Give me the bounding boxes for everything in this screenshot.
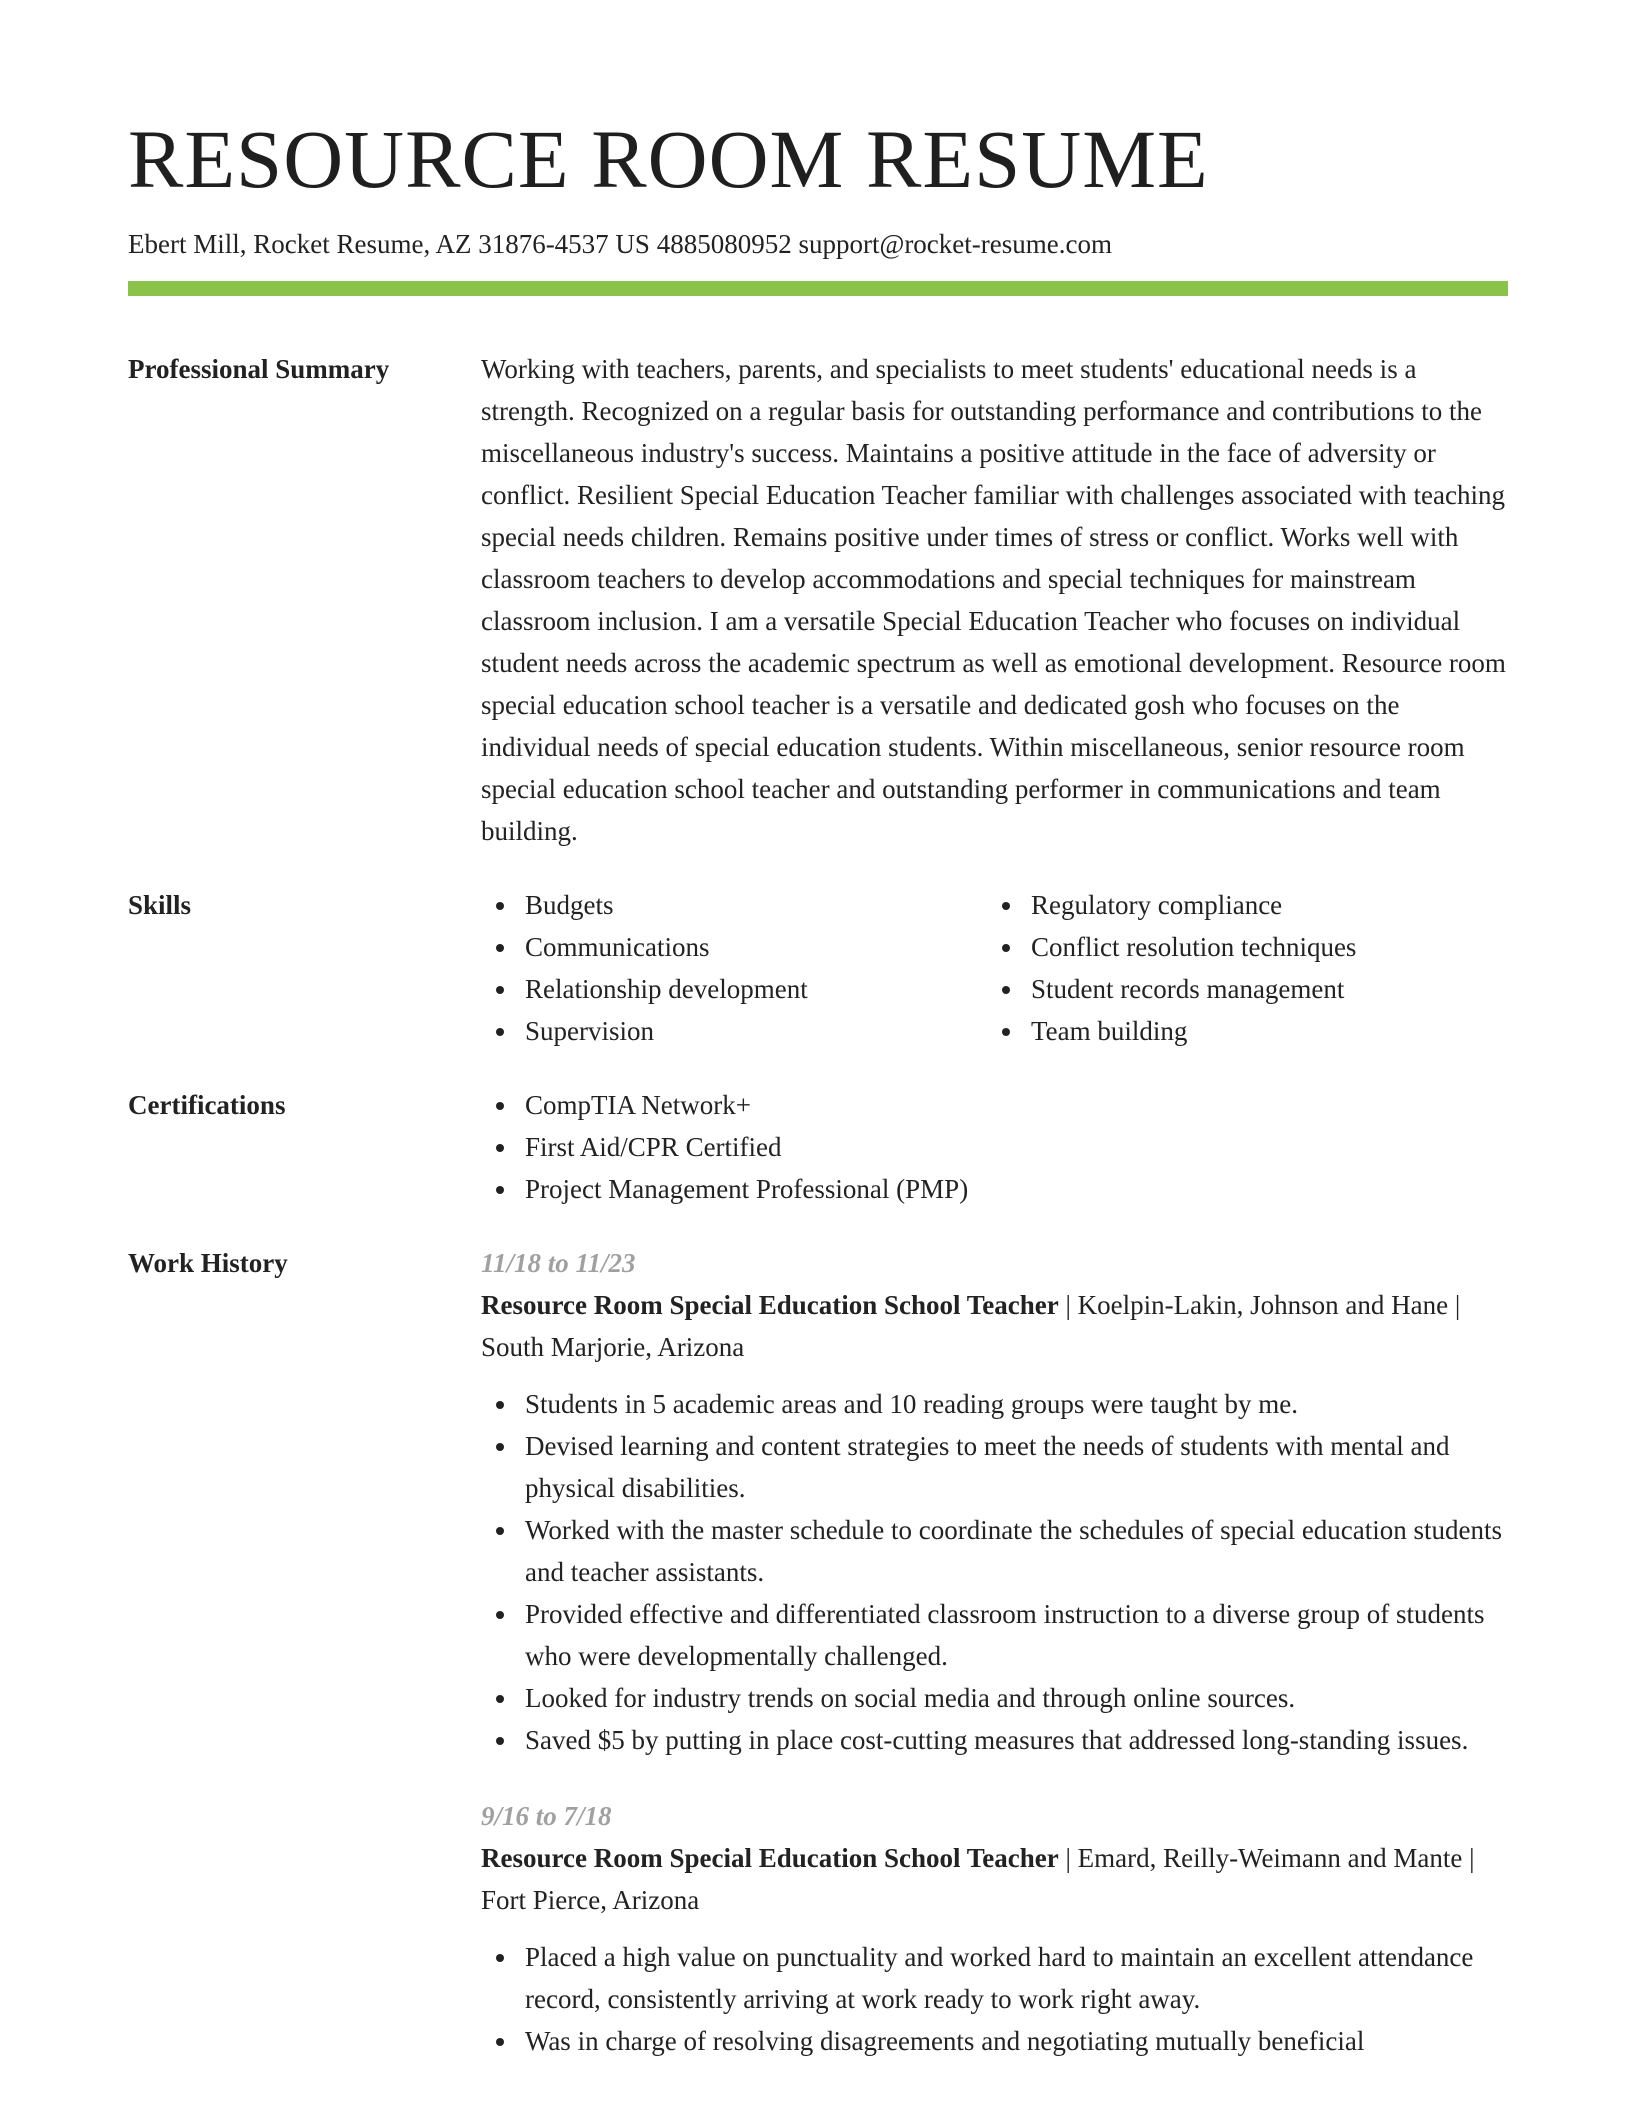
contact-line: Ebert Mill, Rocket Resume, AZ 31876-4537 US 4885080952 support@rocket-resume.com (128, 229, 1112, 259)
list-item: Relationship development (481, 968, 987, 1010)
list-item: Budgets (481, 884, 987, 926)
job-entry (481, 1795, 1508, 2062)
list-item: Regulatory compliance (987, 884, 1493, 926)
resume-page (128, 113, 1508, 2062)
job-bullets (481, 1383, 1508, 1761)
list-item: Placed a high value on punctuality and worked hard to maintain an excellent attendance record, consistently arriving at work ready to work right away. (481, 1936, 1508, 2020)
list-item: Worked with the master schedule to coordinate the schedules of special education students and teacher assistants. (481, 1509, 1508, 1593)
job-title: Resource Room Special Education School Teacher (481, 1290, 1059, 1320)
work-history-section (128, 1242, 1508, 2062)
job-dates: 11/18 to 11/23 (481, 1248, 636, 1278)
job-entry (481, 1242, 1508, 1761)
job-details: | Emard, Reilly-Weimann and Mante | Fort Pierce, Arizona (481, 1843, 1475, 1915)
accent-divider (128, 281, 1508, 296)
professional-summary-section (128, 348, 1508, 852)
skills-section (128, 884, 1508, 1052)
skills-list (481, 884, 1508, 1052)
section-label-summary: Professional Summary (128, 354, 390, 384)
section-label-work-history: Work History (128, 1248, 288, 1278)
list-item: Team building (987, 1010, 1493, 1052)
list-item: Supervision (481, 1010, 987, 1052)
section-label-certifications: Certifications (128, 1090, 286, 1120)
list-item: Devised learning and content strategies to meet the needs of students with mental and physical disabilities. (481, 1425, 1508, 1509)
resume-title: RESOURCE ROOM RESUME (128, 113, 1209, 205)
list-item: Saved $5 by putting in place cost-cutting measures that addressed long-standing issues. (481, 1719, 1508, 1761)
list-item: Provided effective and differentiated classroom instruction to a diverse group of students who were developmentally challenged. (481, 1593, 1508, 1677)
section-label-skills: Skills (128, 890, 192, 920)
job-details: | Koelpin-Lakin, Johnson and Hane | South Marjorie, Arizona (481, 1290, 1461, 1362)
job-title: Resource Room Special Education School Teacher (481, 1843, 1059, 1873)
job-bullets (481, 1936, 1508, 2062)
certifications-section (128, 1084, 1508, 1210)
job-heading (481, 1284, 1508, 1368)
certifications-list (481, 1084, 1508, 1210)
list-item: Project Management Professional (PMP) (481, 1168, 1508, 1210)
list-item: Communications (481, 926, 987, 968)
list-item: Students in 5 academic areas and 10 reading groups were taught by me. (481, 1383, 1508, 1425)
summary-text: Working with teachers, parents, and specialists to meet students' educational needs is a strength. Recognized on a regular basis for outstanding performance and contributions to the miscellaneous industry's success. Maintains a positive attitude in the face of adversity or conflict. Resilient Special Education Teacher familiar with challenges associated with teaching special needs children. Remains positive under times of stress or conflict. Works well with classroom teachers to develop accommodations and special techniques for mainstream classroom inclusion. I am a versatile Special Education Teacher who focuses on individual student needs across the academic spectrum as well as emotional development. Resource room special education school teacher is a versatile and dedicated gosh who focuses on the individual needs of special education students. Within miscellaneous, senior resource room special education school teacher and outstanding performer in communications and team building. (481, 354, 1506, 846)
list-item: First Aid/CPR Certified (481, 1126, 1508, 1168)
list-item: Student records management (987, 968, 1493, 1010)
list-item: Looked for industry trends on social media and through online sources. (481, 1677, 1508, 1719)
list-item: CompTIA Network+ (481, 1084, 1508, 1126)
job-dates: 9/16 to 7/18 (481, 1801, 612, 1831)
job-heading (481, 1837, 1508, 1921)
list-item: Was in charge of resolving disagreements and negotiating mutually beneficial (481, 2020, 1508, 2062)
list-item: Conflict resolution techniques (987, 926, 1493, 968)
